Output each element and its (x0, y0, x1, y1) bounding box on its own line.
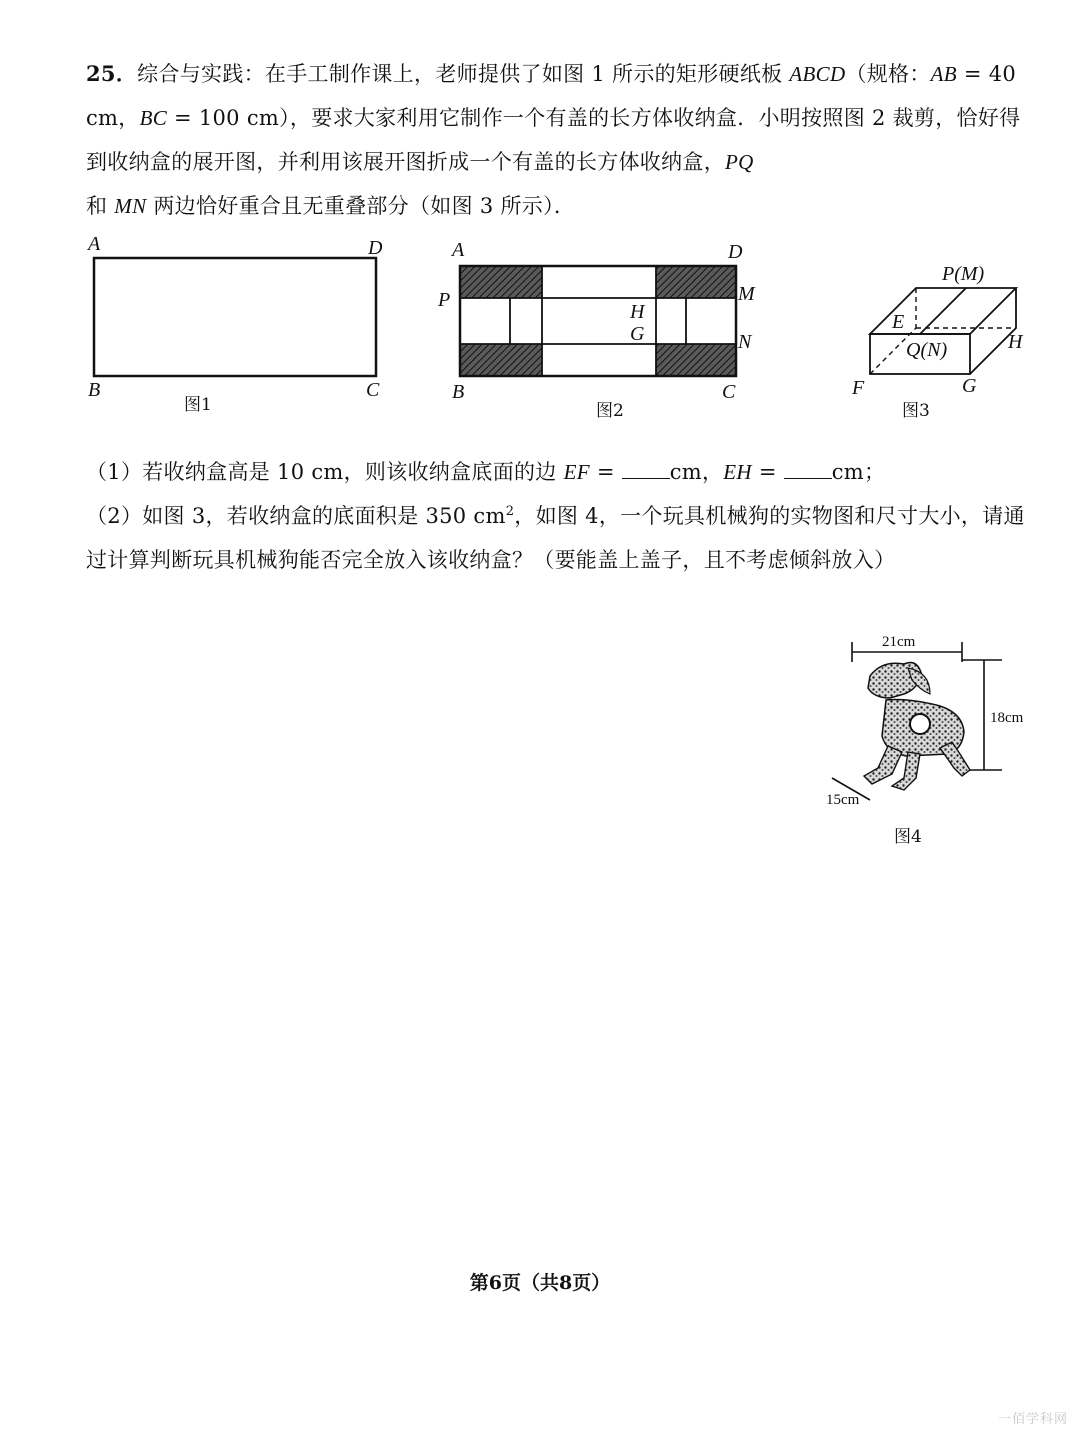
pq-label: PQ (725, 150, 754, 174)
figure-4-svg (812, 628, 1052, 858)
figure-2 (432, 238, 762, 428)
shaded-corner-bottom-right (656, 344, 736, 376)
shaded-corner-bottom-left (460, 344, 542, 376)
height-label: 18cm (990, 710, 1024, 726)
questions (86, 450, 1031, 582)
figure-3-caption: 图3 (902, 401, 930, 421)
label-b: B (452, 381, 465, 403)
label-e: E (892, 311, 905, 333)
label-a: A (452, 239, 465, 261)
label-d: D (368, 237, 383, 259)
label-a: A (88, 233, 101, 255)
figure-1-svg (80, 232, 390, 422)
answer-blank-ef[interactable] (622, 460, 670, 479)
label-n: N (738, 331, 752, 353)
width-label: 21cm (882, 634, 916, 650)
problem-text: 25．综合与实践：在手工制作课上，老师提供了如图 1 所示的矩形硬纸板 ABCD（规格：AB = 40 cm，BC = 100 cm），要求大家利用它制作一个有盖的长方体收纳盒．小明按照图 2 裁剪，恰好得到收纳盒的展开图，并利用该展开图折成一个有盖的长方体收纳盒，PQ 和 MN 两边恰好重合且无重叠部分（如图 3 所示）． (86, 61, 1021, 218)
label-q-n: Q(N) (906, 339, 948, 361)
problem-statement (86, 52, 1031, 228)
watermark: 一佰学科网 (997, 1412, 1068, 1427)
label-h: H (1008, 331, 1023, 353)
label-f: F (852, 377, 865, 399)
label-h: H (630, 301, 645, 323)
rectangle-abcd (94, 258, 376, 376)
label-g: G (630, 323, 645, 345)
figure-3-svg (842, 258, 1042, 428)
label-g: G (962, 375, 977, 397)
bc-label: BC (139, 106, 168, 130)
shaded-corner-top-left (460, 266, 542, 298)
label-d: D (728, 241, 743, 263)
question-2: （2）如图 3，若收纳盒的底面积是 350 $cm^2$，如图 4，一个玩具机械狗的实物图和尺寸大小，请通过计算判断玩具机械狗能否完全放入该收纳盒？（要能盖上盖子，且不考虑倾斜放入） (86, 504, 1025, 572)
rect-name: ABCD (789, 62, 846, 86)
problem-number: 25． (86, 61, 138, 86)
figure-3 (842, 258, 1042, 428)
figure-2-caption: 图2 (596, 401, 624, 421)
depth-label: 15cm (826, 792, 860, 808)
answer-blank-eh[interactable] (784, 460, 832, 479)
label-c: C (722, 381, 736, 403)
figure-4-caption: 图4 (894, 827, 922, 847)
dog-figure (864, 663, 970, 791)
label-m: M (738, 283, 755, 305)
figure-1-caption: 图1 (184, 395, 212, 415)
label-p: P (438, 289, 451, 311)
figure-2-svg (432, 238, 762, 428)
question-1: （1）若收纳盒高是 10 cm，则该收纳盒底面的边 EF = cm，EH = cm； (86, 460, 886, 484)
page-footer: 第6页（共8页） (469, 1272, 611, 1294)
figure-4 (812, 628, 1052, 858)
ab-label: AB (930, 62, 957, 86)
label-p-m: P(M) (942, 263, 985, 285)
figure-1 (80, 232, 390, 422)
shaded-corner-top-right (656, 266, 736, 298)
label-b: B (88, 379, 101, 401)
mn-label: MN (114, 194, 147, 218)
label-c: C (366, 379, 380, 401)
